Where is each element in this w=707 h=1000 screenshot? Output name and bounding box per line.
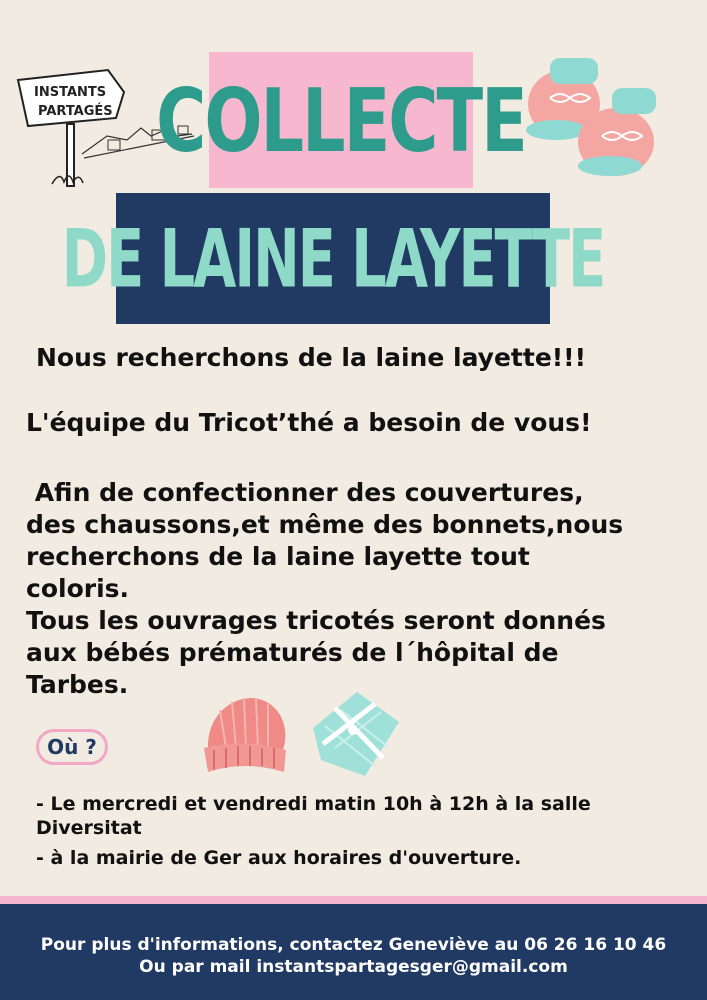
location-1-line2: Diversitat xyxy=(36,817,142,839)
logo-text-line1: INSTANTS xyxy=(34,85,107,100)
team-text: L'équipe du Tricot’thé a besoin de vous! xyxy=(26,408,592,437)
details-line: des chaussons,et même des bonnets,nous xyxy=(26,510,624,539)
title-line2: DE LAINE LAYETTE xyxy=(61,211,605,306)
title-laine-layette-box xyxy=(61,193,605,324)
footer-contact-email: Ou par mail instantspartagesger@gmail.com xyxy=(139,957,568,977)
details-paragraph xyxy=(26,477,696,701)
title-collecte-box xyxy=(156,52,526,188)
location-2: - à la mairie de Ger aux horaires d'ouverture. xyxy=(36,847,522,869)
location-1-line1: - Le mercredi et vendredi matin 10h à 12h à la salle xyxy=(36,793,591,815)
folded-blanket-icon xyxy=(305,686,405,781)
details-line: aux bébés prématurés de l´hôpital de xyxy=(26,638,559,667)
logo-text-line2: PARTAGÉS xyxy=(38,104,113,119)
intro-text: Nous recherchons de la laine layette!!! xyxy=(36,343,586,372)
baby-booties-icon xyxy=(520,52,660,180)
knit-hat-icon xyxy=(200,690,292,778)
details-line: recherchons de la laine layette tout xyxy=(26,542,530,571)
where-badge: Où ? xyxy=(36,729,108,765)
details-line: Afin de confectionner des couvertures, xyxy=(26,478,584,507)
location-1 xyxy=(36,792,696,840)
details-line: coloris. xyxy=(26,574,130,603)
footer-contact-phone: Pour plus d'informations, contactez Geneviève au 06 26 16 10 46 xyxy=(40,935,667,955)
details-line: Tous les ouvrages tricotés seront donnés xyxy=(26,606,606,635)
title-line1: COLLECTE xyxy=(156,68,526,172)
details-line: Tarbes. xyxy=(26,670,129,699)
footer xyxy=(0,904,707,1000)
footer-stripe xyxy=(0,896,707,904)
